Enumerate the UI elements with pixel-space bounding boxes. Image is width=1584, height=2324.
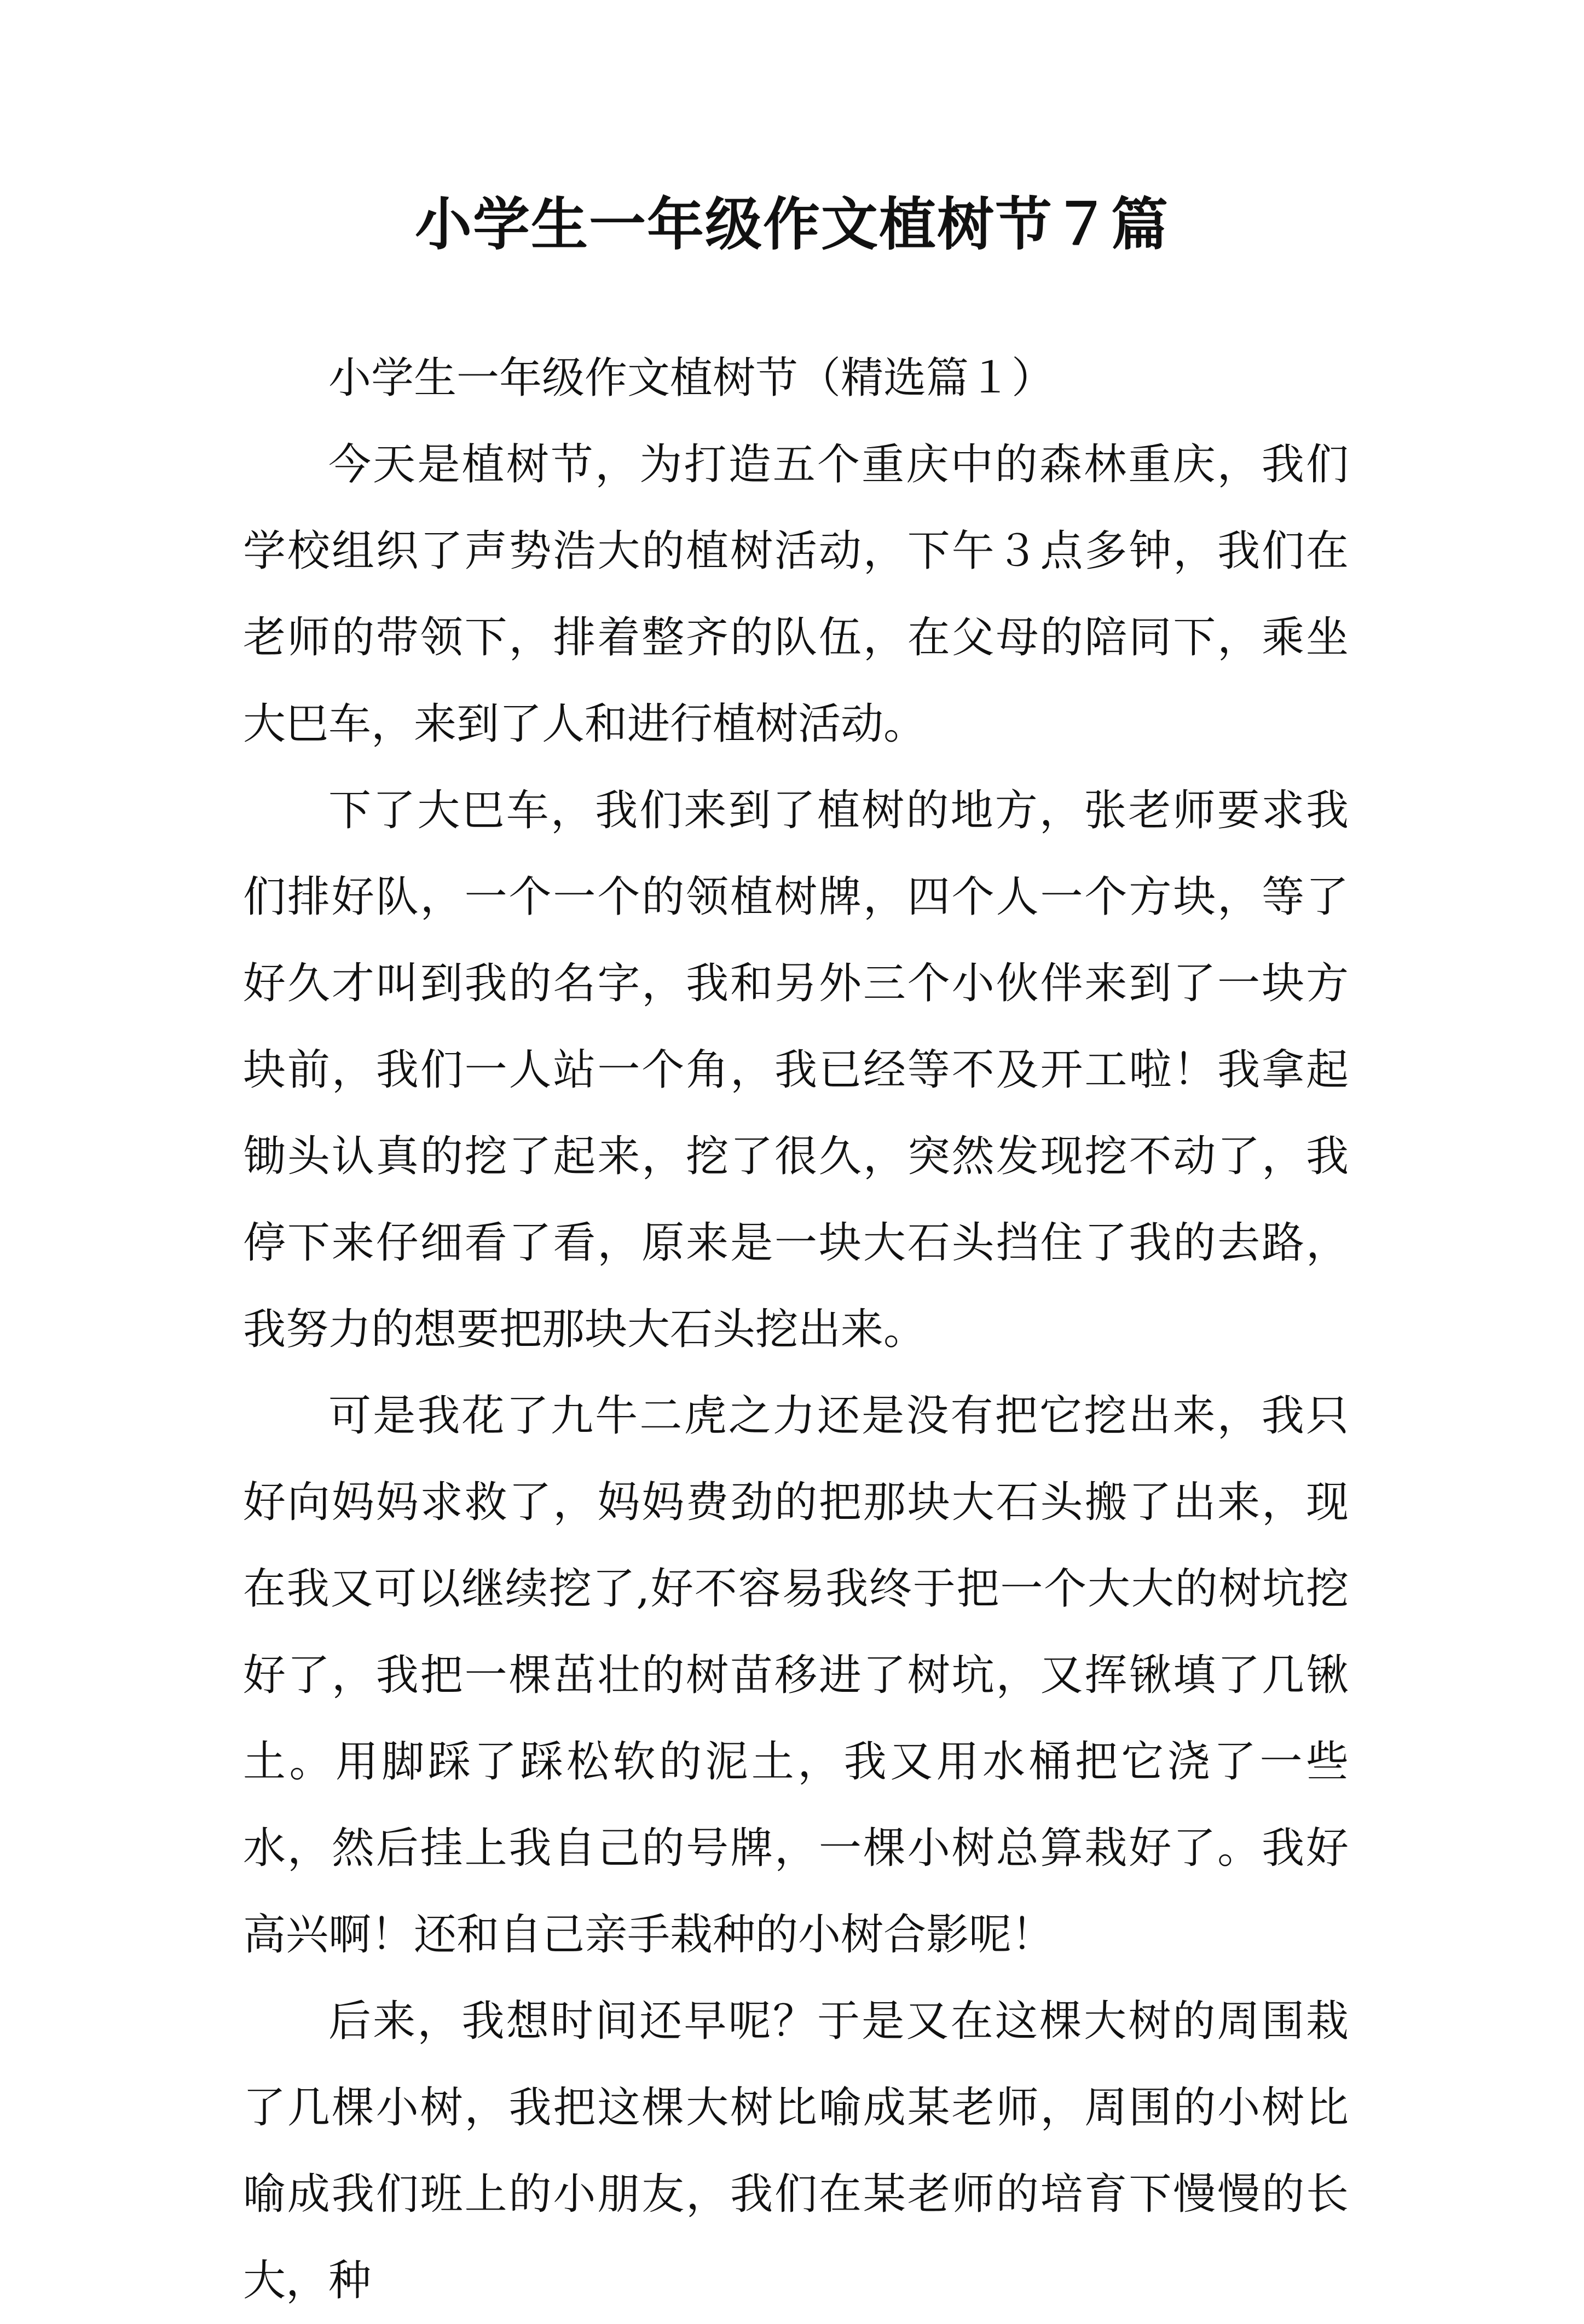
paragraph: 后来，我想时间还早呢？于是又在这棵大树的周围栽了几棵小树，我把这棵大树比喻成某老师，周围的小树比喻成我们班上的小朋友，我们在某老师的培育下慢慢的长大，种 bbox=[243, 1997, 1349, 2305]
section-heading: 小学生一年级作文植树节（精选篇１） bbox=[328, 354, 1055, 403]
document-body bbox=[243, 335, 1349, 2324]
paragraph: 可是我花了九牛二虎之力还是没有把它挖出来，我只好向妈妈求救了，妈妈费劲的把那块大石头搬了出来，现在我又可以继续挖了,好不容易我终于把一个大大的树坑挖好了，我把一棵茁壮的树苗移进了树坑，又挥锹填了几锹土。用脚踩了踩松软的泥土，我又用水桶把它浇了一些水，然后挂上我自己的号牌，一棵小树总算栽好了。我好高兴啊！还和自己亲手栽种的小树合影呢！ bbox=[243, 1391, 1349, 1959]
paragraph: 下了大巴车，我们来到了植树的地方，张老师要求我们排好队，一个一个的领植树牌，四个人一个方块，等了好久才叫到我的名字，我和另外三个小伙伴来到了一块方块前，我们一人站一个角，我已经等不及开工啦！我拿起锄头认真的挖了起来，挖了很久，突然发现挖不动了，我停下来仔细看了看，原来是一块大石头挡住了我的去路，我努力的想要把那块大石头挖出来。 bbox=[243, 786, 1349, 1354]
document-title: 小学生一年级作文植树节７篇 bbox=[414, 190, 1169, 258]
paragraph: 今天是植树节，为打造五个重庆中的森林重庆，我们学校组织了声势浩大的植树活动，下午３点多钟，我们在老师的带领下，排着整齐的队伍，在父母的陪同下，乘坐大巴车，来到了人和进行植树活动。 bbox=[243, 440, 1349, 749]
